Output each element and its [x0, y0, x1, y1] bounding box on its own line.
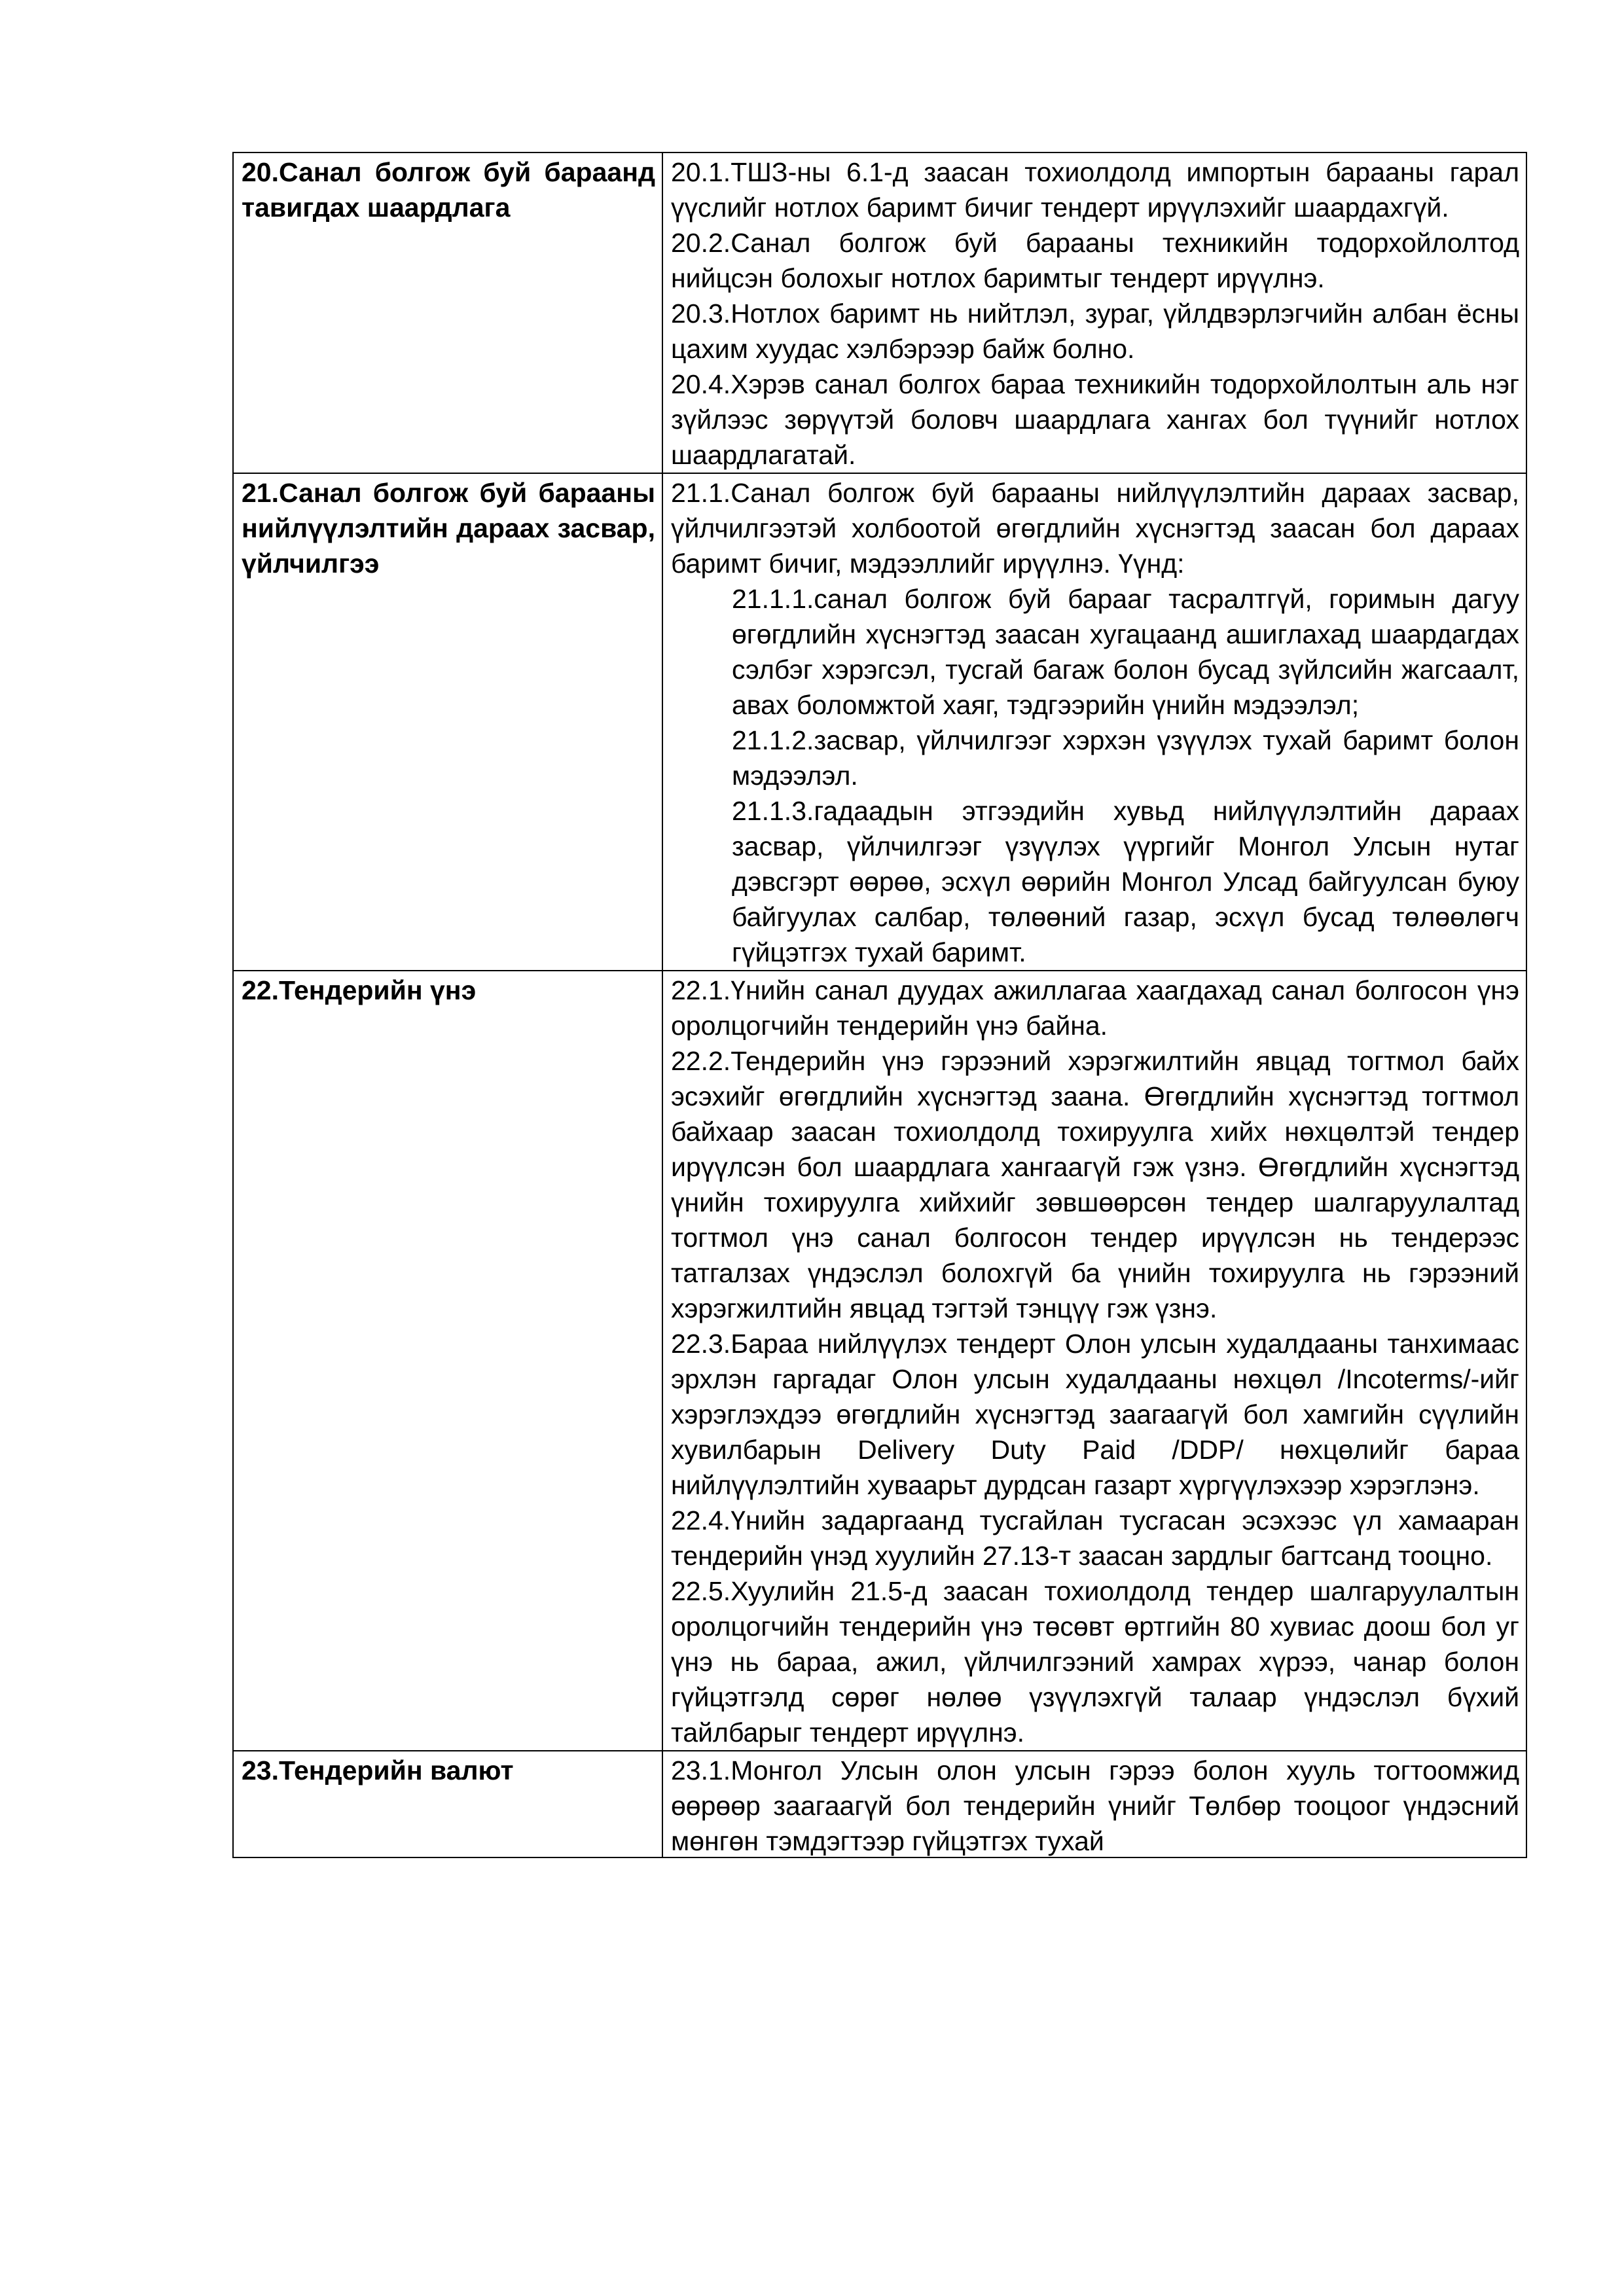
paragraph: 20.2.Санал болгож буй барааны техникийн тодорхойлолтод нийцсэн болохыг нотлох баримтыг тендерт ирүүлнэ. [671, 228, 1519, 293]
subparagraph: 21.1.1.санал болгож буй барааг тасралтгүй, горимын дагуу өгөгдлийн хүснэгтэд заасан хугацаанд ашиглахад шаардагдах сэлбэг хэрэгсэл, тусгай багаж болон бусад зүйлсийн жагсаалт, авах боломжтой хаяг, тэдгээрийн үнийн мэдээлэл; [732, 584, 1519, 720]
row-label: 22.Тендерийн үнэ [242, 975, 477, 1005]
tender-requirements-table [232, 152, 1527, 1858]
row-label: 21.Санал болгож буй барааны нийлүүлэлтийн дараах засвар, үйлчилгээ [242, 478, 655, 579]
table-row [233, 473, 1526, 971]
subparagraph: 21.1.2.засвар, үйлчилгээг хэрхэн үзүүлэх тухай баримт болон мэдээлэл. [732, 725, 1519, 791]
paragraph: 20.1.ТШЗ-ны 6.1-д заасан тохиолдолд импортын барааны гарал үүслийг нотлох баримт бичиг тендерт ирүүлэхийг шаардахгүй. [671, 157, 1519, 223]
paragraph: 22.2.Тендерийн үнэ гэрээний хэрэгжилтийн явцад тогтмол байх эсэхийг өгөгдлийн хүснэгтэд заана. Өгөгдлийн хүснэгтэд тогтмол байхаар заасан тохиолдолд тохируулга хийх нөхцөлтэй тендер ирүүлсэн бол шаардлага хангаагүй гэж үзнэ. Өгөгдлийн хүснэгтэд үнийн тохируулга хийхийг зөвшөөрсөн тендер шалгаруулалтад тогтмол үнэ санал болгосон тендер ирүүлсэн нь тендерээс татгалзах үндэслэл болохгүй ба үнийн тохируулга нь гэрээний хэрэгжилтийн явцад тэгтэй тэнцүү гэж үзнэ. [671, 1046, 1519, 1323]
row-content-cell [662, 152, 1526, 473]
paragraph: 22.3.Бараа нийлүүлэх тендерт Олон улсын худалдааны танхимаас эрхлэн гаргадаг Олон улсын худалдааны нөхцөл /Incoterms/-ийг хэрэглэхдээ өгөгдлийн хүснэгтэд заагаагүй бол хамгийн сүүлийн хувилбарын Delivery Duty Paid /DDP/ нөхцөлийг бараа нийлүүлэлтийн хуваарьт дурдсан газарт хүргүүлэхээр хэрэглэнэ. [671, 1329, 1519, 1500]
row-label-cell [233, 473, 662, 971]
row-content-cell [662, 1751, 1526, 1857]
paragraph: 20.4.Хэрэв санал болгох бараа техникийн тодорхойлолтын аль нэг зүйлээс зөрүүтэй боловч шаардлага хангах бол түүнийг нотлох шаардлагатай. [671, 369, 1519, 470]
row-content-cell [662, 971, 1526, 1751]
paragraph: 22.4.Үнийн задаргаанд тусгайлан тусгасан эсэхээс үл хамааран тендерийн үнэд хуулийн 27.13-т заасан зардлыг багтсанд тооцно. [671, 1505, 1519, 1571]
table-row [233, 152, 1526, 473]
paragraph: 22.5.Хуулийн 21.5-д заасан тохиолдолд тендер шалгаруулалтын оролцогчийн тендерийн үнэ төсөвт өртгийн 80 хувиас доош бол уг үнэ нь бараа, ажил, үйлчилгээний хамрах хүрээ, чанар болон гүйцэтгэлд сөрөг нөлөө үзүүлэхгүй талаар үндэслэл бүхий тайлбарыг тендерт ирүүлнэ. [671, 1576, 1519, 1748]
row-content-cell [662, 473, 1526, 971]
row-label-cell [233, 971, 662, 1751]
row-label-cell [233, 152, 662, 473]
paragraph: 20.3.Нотлох баримт нь нийтлэл, зураг, үйлдвэрлэгчийн албан ёсны цахим хуудас хэлбэрээр байж болно. [671, 298, 1519, 364]
table-row [233, 1751, 1526, 1857]
paragraph: 23.1.Монгол Улсын олон улсын гэрээ болон хууль тогтоомжид өөрөөр заагаагүй бол тендерийн үнийг Төлбөр тооцоог үндэсний мөнгөн тэмдэгтээр гүйцэтгэх тухай [671, 1755, 1519, 1856]
subparagraph: 21.1.3.гадаадын этгээдийн хувьд нийлүүлэлтийн дараах засвар, үйлчилгээг үзүүлэх үүргийг Монгол Улсын нутаг дэвсгэрт өөрөө, эсхүл өөрийн Монгол Улсад байгуулсан буюу байгуулах салбар, төлөөний газар, эсхүл бусад төлөөлөгч гүйцэтгэх тухай баримт. [732, 796, 1519, 967]
row-label-cell [233, 1751, 662, 1857]
paragraph: 22.1.Үнийн санал дуудах ажиллагаа хаагдахад санал болгосон үнэ оролцогчийн тендерийн үнэ байна. [671, 975, 1519, 1041]
paragraph: 21.1.Санал болгож буй барааны нийлүүлэлтийн дараах засвар, үйлчилгээтэй холбоотой өгөгдлийн хүснэгтэд заасан бол дараах баримт бичиг, мэдээллийг ирүүлнэ. Үүнд: [671, 478, 1519, 579]
row-label: 20.Санал болгож буй бараанд тавигдах шаардлага [242, 157, 655, 223]
row-label: 23.Тендерийн валют [242, 1755, 514, 1785]
table-row [233, 971, 1526, 1751]
continued-text-clip [671, 1753, 1519, 1857]
